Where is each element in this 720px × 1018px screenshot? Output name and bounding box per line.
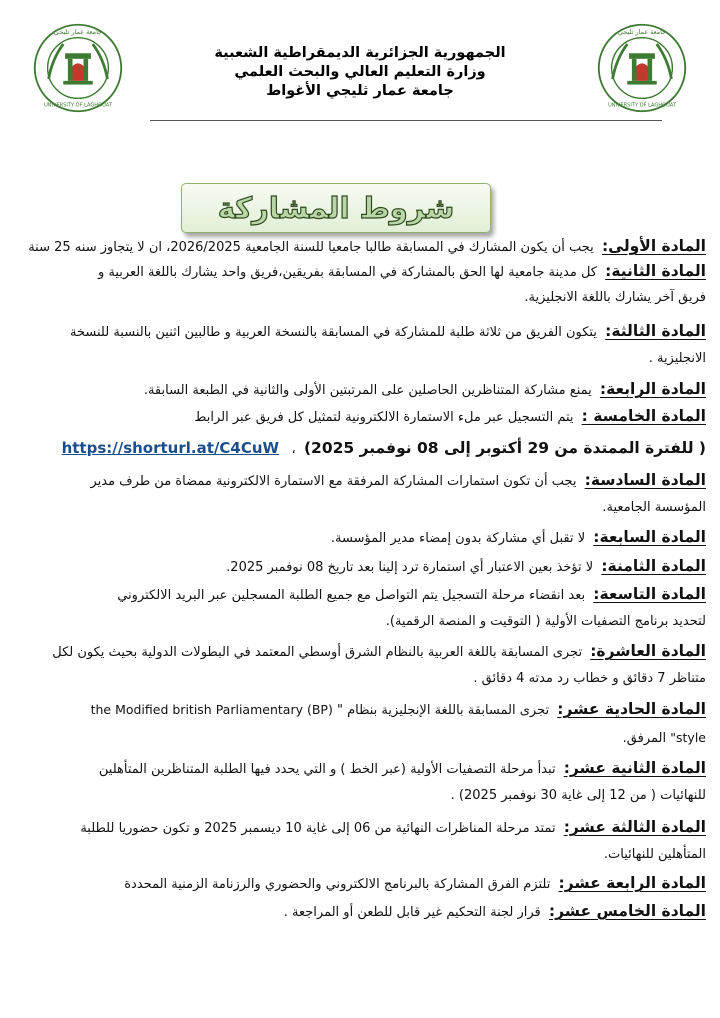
- article-9: [14, 586, 706, 614]
- svg-text:UNIVERSITY OF LAGHOUAT: UNIVERSITY OF LAGHOUAT: [44, 102, 112, 109]
- article-text: كل مدينة جامعية لها الحق بالمشاركة في المسابقة بفريقين،فريق واحد يشارك باللغة العربية و: [97, 265, 597, 280]
- header-divider: [150, 120, 662, 121]
- article-label: المادة الأولى:: [601, 237, 706, 255]
- article-label: المادة الثالثة عشر:: [563, 818, 706, 836]
- article-label: المادة السابعة:: [593, 528, 706, 546]
- svg-text:جامعة عمار ثليجي: جامعة عمار ثليجي: [53, 27, 103, 36]
- article-label: المادة الخامسة :: [581, 407, 706, 425]
- article-label: المادة الحادية عشر:: [557, 700, 706, 718]
- article-6-continuation: المؤسسة الجامعية.: [602, 500, 706, 515]
- article-label: المادة الثانية عشر:: [563, 759, 706, 777]
- article-label: المادة العاشرة:: [590, 642, 706, 660]
- article-label: المادة السادسة:: [584, 471, 706, 489]
- article-5: [14, 408, 706, 437]
- article-text: تبدأ مرحلة التصفيات الأولية (عبر الخط ) و التي يحدد فيها الطلبة المتناظرين المتأهلين: [98, 762, 556, 777]
- article-text: قرار لجنة التحكيم غير قابل للطعن أو المراجعة .: [283, 905, 541, 920]
- article-text: بعد انقضاء مرحلة التسجيل يتم التواصل مع جميع الطلبة المسجلين عبر البريد الالكتروني: [117, 588, 586, 603]
- article-text: يجب أن يكون المشارك في المسابقة طالبا جامعيا للسنة الجامعية 2026/2025، ان لا يتجاوز سنه 25 سنة: [28, 240, 594, 255]
- article-text: يتم التسجيل عبر ملء الاستمارة الالكترونية لتمثيل كل فريق عبر الرابط: [194, 410, 574, 425]
- article-12-continuation: للنهائيات ( من 12 إلى غاية 30 نوفمبر 2025) .: [450, 788, 706, 803]
- article-14: [14, 875, 706, 903]
- article-text-english-style: "style: [670, 730, 706, 745]
- article-10-continuation: متناظر 7 دقائق و خطاب رد مدته 4 دقائق .: [473, 671, 706, 686]
- article-text: لا تؤخذ بعين الاعتبار أي استمارة ترد إلينا بعد تاريخ 08 نوفمبر 2025.: [226, 560, 594, 575]
- article-label: المادة الرابعة:: [599, 380, 706, 398]
- article-text: يجب أن تكون استمارات المشاركة المرفقة مع الاستمارة الالكترونية ممضاة من طرف مدير: [90, 474, 577, 489]
- university-logo-right: [596, 22, 688, 114]
- article-2: [14, 263, 706, 290]
- article-text: تجرى المسابقة باللغة العربية بالنظام الشرق أوسطي المعتمد في البطولات الدولية بحيث يكون لكل: [52, 645, 583, 660]
- article-text: تجرى المسابقة باللغة الإنجليزية بنظام ": [336, 703, 550, 718]
- article-9-continuation: لتحديد برنامج التصفيات الأولية ( التوقيت و المنصة الرقمية).: [385, 614, 706, 629]
- article-15: [14, 903, 706, 931]
- article-label: المادة التاسعة:: [593, 585, 706, 603]
- title-box: [181, 183, 491, 233]
- article-text-english: the Modified british Parliamentary (BP): [90, 702, 333, 717]
- registration-period: ( للفترة الممتدة من 29 أكتوبر إلى 08 نوفمبر 2025): [303, 439, 706, 457]
- page-title: شروط المشاركة: [217, 191, 455, 225]
- articles-list: [14, 238, 706, 931]
- article-4: [14, 381, 706, 408]
- article-11-continuation: [14, 730, 706, 760]
- article-text: يتكون الفريق من ثلاثة طلبة للمشاركة في المسابقة بالنسخة العربية و طالبين اثنين بالنسبة للنسخة: [70, 325, 597, 340]
- article-text: المرفق.: [622, 731, 667, 746]
- article-label: المادة الثالثة:: [605, 322, 706, 340]
- article-13: [14, 819, 706, 847]
- article-5-continuation: ( للفترة الممتدة من 29 أكتوبر إلى 08 نوفمبر 2025) ، https://shorturl.at/C4CuW: [61, 439, 706, 457]
- article-label: المادة الخامس عشر:: [548, 902, 706, 920]
- article-text: يمنع مشاركة المتناظرين الحاصلين على المرتبتين الأولى والثانية في الطبعة السابقة.: [143, 383, 592, 398]
- article-3-continuation: الانجليزية .: [648, 351, 706, 366]
- article-8: [14, 558, 706, 586]
- registration-link[interactable]: https://shorturl.at/C4CuW: [61, 439, 280, 457]
- header-line-republic: الجمهورية الجزائرية الديمقراطية الشعبية: [214, 45, 506, 61]
- university-logo-left: [32, 22, 124, 114]
- article-13-continuation: المتأهلين للنهائيات.: [603, 847, 706, 862]
- article-label: المادة الرابعة عشر:: [558, 874, 706, 892]
- article-6: [14, 472, 706, 500]
- header-line-ministry: وزارة التعليم العالي والبحث العلمي: [234, 64, 486, 80]
- article-label: المادة الثانية:: [605, 262, 706, 280]
- article-11: [14, 701, 706, 730]
- article-text: لا تقبل أي مشاركة بدون إمضاء مدير المؤسسة.: [330, 531, 586, 546]
- article-2-continuation: فريق آخر يشارك باللغة الانجليزية.: [524, 290, 706, 305]
- article-10: [14, 643, 706, 671]
- svg-text:UNIVERSITY OF LAGHOUAT: UNIVERSITY OF LAGHOUAT: [608, 102, 676, 109]
- article-3: [14, 323, 706, 351]
- article-7: [14, 529, 706, 558]
- article-text: تلتزم الفرق المشاركة بالبرنامج الالكتروني والحضوري والرزنامة الزمنية المحددة: [124, 877, 551, 892]
- header-line-university: جامعة عمار ثليجي الأغواط: [266, 83, 454, 99]
- header-block: [150, 44, 570, 101]
- article-label: المادة الثامنة:: [601, 557, 706, 575]
- article-12: [14, 760, 706, 788]
- svg-text:جامعة عمار ثليجي: جامعة عمار ثليجي: [617, 27, 667, 36]
- article-text: تمتد مرحلة المناظرات النهائية من 06 إلى غاية 10 ديسمبر 2025 و تكون حضوريا للطلبة: [80, 821, 556, 836]
- article-1: [14, 238, 706, 263]
